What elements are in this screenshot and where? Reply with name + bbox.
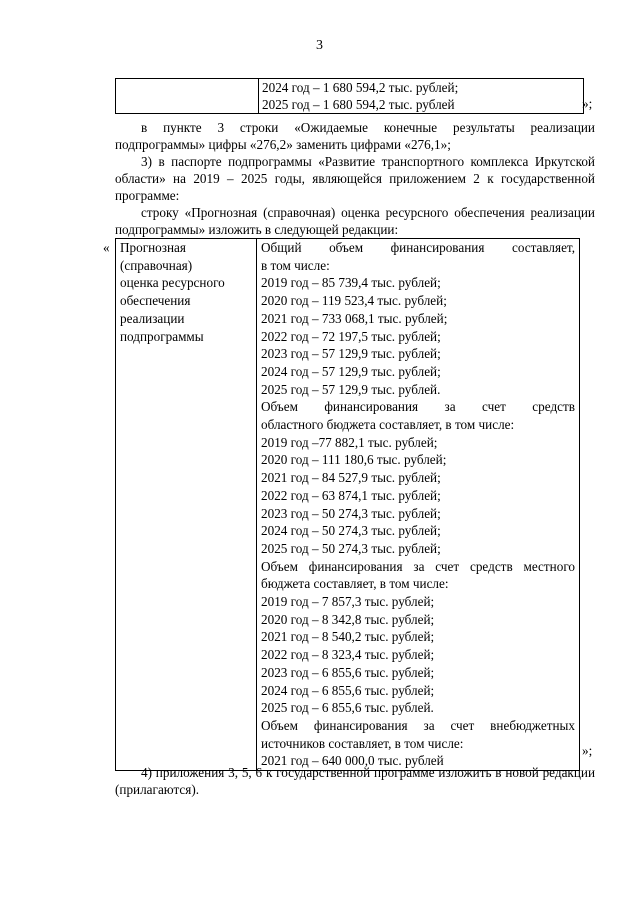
label-line: Прогнозная [120,240,186,255]
top-table-line: 2025 год – 1 680 594,2 тыс. рублей [262,97,455,112]
top-table [115,78,584,114]
funding-line: 2021 год – 8 540,2 тыс. рублей; [261,629,435,645]
funding-line: 2019 год – 7 857,3 тыс. рублей; [261,594,435,610]
funding-line: 2025 год – 57 129,9 тыс. рублей. [261,381,441,397]
top-table-line: 2024 год – 1 680 594,2 тыс. рублей; [262,80,459,95]
paragraph-point-3: в пункте 3 строки «Ожидаемые конечные результаты реализации подпрограммы» цифры «276,2» заменить цифрами «276,1»; [115,120,595,152]
funding-line: 2023 год – 6 855,6 тыс. рублей; [261,664,435,680]
resource-table-value-cell [257,239,580,771]
funding-line: бюджета составляет, в том числе: [261,576,449,592]
top-table-right-cell [259,79,584,114]
label-line: (справочная) [120,257,193,273]
label-line: оценка ресурсного [120,275,225,291]
funding-line: Объем финансирования за счет средств местного [261,558,575,574]
funding-line: 2025 год – 50 274,3 тыс. рублей; [261,540,441,556]
funding-line: 2021 год – 733 068,1 тыс. рублей; [261,310,448,326]
resource-table-closing: »; [582,743,593,758]
label-line: обеспечения [120,293,191,309]
label-line: реализации [120,310,185,326]
funding-line: 2024 год – 50 274,3 тыс. рублей; [261,523,441,539]
top-table-closing: »; [582,96,593,111]
funding-line: 2020 год – 111 180,6 тыс. рублей; [261,452,447,468]
funding-line: источников составляет, в том числе: [261,735,464,751]
funding-line: 2019 год –77 882,1 тыс. рублей; [261,434,438,450]
funding-line: 2024 год – 6 855,6 тыс. рублей; [261,682,435,698]
funding-line: 2020 год – 119 523,4 тыс. рублей; [261,293,447,309]
funding-line: 2025 год – 6 855,6 тыс. рублей. [261,700,434,716]
paragraph-row-replace: строку «Прогнозная (справочная) оценка ресурсного обеспечения реализации подпрограммы» изложить в следующей редакции: [115,205,595,237]
funding-line: 2024 год – 57 129,9 тыс. рублей; [261,363,441,379]
funding-line: 2022 год – 8 323,4 тыс. рублей; [261,647,435,663]
funding-line: 2021 год – 640 000,0 тыс. рублей [261,753,444,769]
resource-table-label-cell [116,239,257,771]
funding-line: 2021 год – 84 527,9 тыс. рублей; [261,470,441,486]
funding-line: 2023 год – 50 274,3 тыс. рублей; [261,505,441,521]
funding-line: 2020 год – 8 342,8 тыс. рублей; [261,611,435,627]
top-table-left-cell [116,79,259,114]
funding-line: областного бюджета составляет, в том числе: [261,417,515,433]
label-line: подпрограммы [120,328,204,344]
funding-line: Общий объем финансирования составляет, [261,240,575,255]
paragraph-passport: 3) в паспорте подпрограммы «Развитие транспортного комплекса Иркутской области» на 2019 – 2025 годы, являющейся приложением 2 к государственной программе: [115,154,595,203]
funding-line: Объем финансирования за счет внебюджетных [261,717,575,733]
funding-line: 2023 год – 57 129,9 тыс. рублей; [261,346,441,362]
funding-line: 2022 год – 72 197,5 тыс. рублей; [261,328,441,344]
funding-line: в том числе: [261,257,330,273]
paragraph-appendices: 4) приложения 3, 5, 6 к государственной программе изложить в новой редакции (прилагаются). [115,765,595,797]
resource-table [115,238,580,771]
open-quote: « [103,240,110,255]
page-number: 3 [316,38,323,53]
funding-line: Объем финансирования за счет средств [261,399,575,415]
funding-line: 2022 год – 63 874,1 тыс. рублей; [261,487,441,503]
funding-line: 2019 год – 85 739,4 тыс. рублей; [261,275,441,291]
